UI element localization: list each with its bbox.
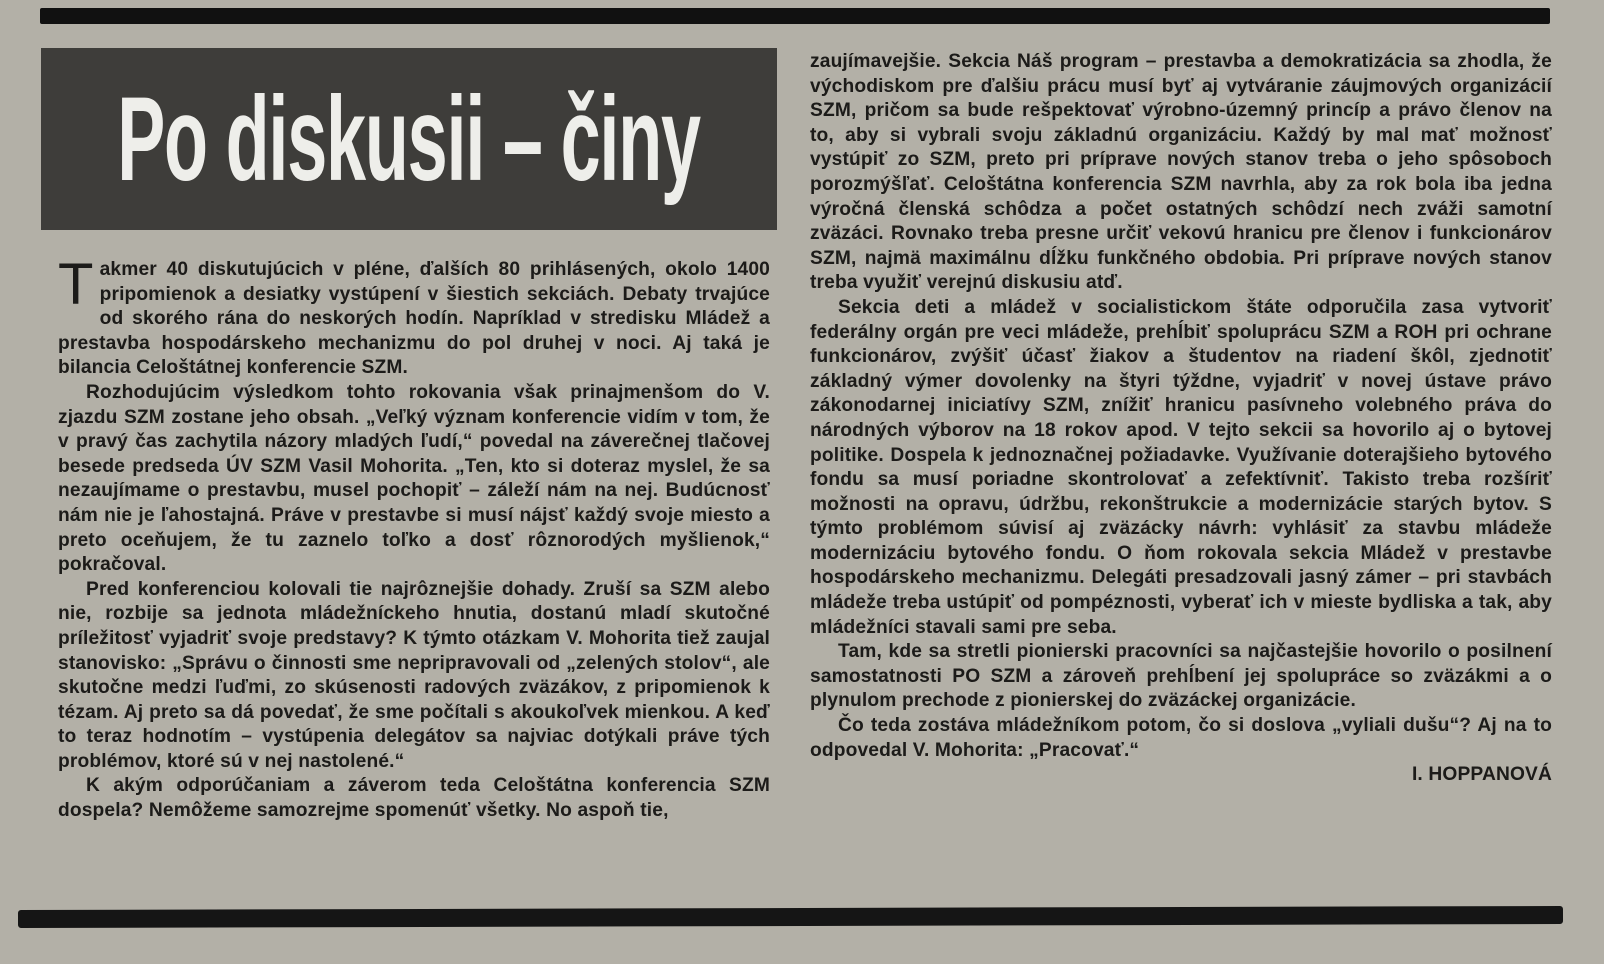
headline: Po diskusii – činy <box>117 72 701 206</box>
byline: I. HOPPANOVÁ <box>1411 764 1552 786</box>
paragraph: Pred konferenciou kolovali tie najrôznejšie dohady. Zruší sa SZM alebo nie, rozbije sa jednota mládežníckeho hnutia, dostanú mladí skutočné príležitosť vyjadriť svoje predstavy? K týmto otázkam V. Mohorita tiež zaujal stanovisko: „Správu o činnosti sme nepripravovali od „zelených stolov“, ale skutočne medzi ľuďmi, zo skúsenosti radových zväzákov, z pripomienok k tézam. Aj preto sa dá povedať, že sme počítali s akoukoľvek mienkou. A keď to teraz hodnotím – vystúpenia delegátov sa najviac dotýkali práve tých problémov, ktoré sú v nej nastolené.“ <box>58 578 770 772</box>
paragraph: Tam, kde sa stretli pionierski pracovníci sa najčastejšie hovorilo o posilnení samostatnosti PO SZM a zároveň prehĺbení jej spolupráce so zväzákmi a o plynulom prechode z pionierskej do zväzáckej organizácie. <box>810 641 1552 712</box>
headline-box <box>41 48 777 230</box>
right-column <box>810 50 1552 788</box>
paragraph: Sekcia deti a mládež v socialistickom štáte odporučila zasa vytvoriť federálny orgán pre veci mládeže, prehĺbiť spoluprácu SZM a ROH pri ochrane funkcionárov, zvýšiť účasť žiakov a študentov na riadení škôl, zjednotiť základný výmer dovolenky na štyri týždne, vyjadriť v novej ústave právo zákonodarnej iniciatívy SZM, znížiť hranicu pasívneho volebného práva do národných výborov na 18 rokov apod. V tejto sekcii sa hovorilo aj o bytovej politike. Dospela k jednoznačnej požiadavke. Využívanie doterajšieho bytového fondu sa musí poriadne skontrolovať a zefektívniť. Takisto treba rozšíriť možnosti na opravu, údržbu, rekonštrukcie a modernizácie starých bytov. S týmto problémom súvisí aj zväzácky návrh: vyhlásiť za stavbu mládeže modernizáciu bytového fondu. O ňom rokovala sekcia Mládež v prestavbe hospodárskeho mechanizmu. Delegáti presadzovali jasný zámer – pri stavbách mládeže treba ustúpiť od pompéznosti, vyberať ich v mieste bydliska a tak, aby mládežníci stavali sami pre seba. <box>810 296 1552 638</box>
paragraph: zaujímavejšie. Sekcia Náš program – prestavba a demokratizácia sa zhodla, že východiskom pre ďalšiu prácu musí byť aj vytváranie záujmových organizácií SZM, pričom sa bude rešpektovať výrobno-územný princíp a právo členov na to, aby si vybrali svoju základnú organizáciu. Každý by mal mať možnosť vystúpiť zo SZM, preto pri príprave nových stanov treba o jeho spôsoboch porozmýšľať. Celoštátna konferencia SZM navrhla, aby za rok bola iba jedna výročná členská schôdza a počet ostatných schôdzí nech zváži samotní zväzáci. Rovnako treba presne určiť vekovú hranicu pre členov i funkcionárov SZM, najmä maximálnu dĺžku funkčného obdobia. Pri príprave nových stanov treba využiť verejnú diskusiu atď. <box>810 51 1552 294</box>
byline-row <box>810 763 1552 788</box>
paragraph: K akým odporúčaniam a záverom teda Celoštátna konferencia SZM dospela? Nemôžeme samozrejme spomenúť všetky. No aspoň tie, <box>58 775 770 822</box>
bottom-rule <box>18 906 1563 928</box>
paragraph: Čo teda zostáva mládežníkom potom, čo si doslova „vyliali dušu“? Aj na to odpovedal V. Mohorita: „Pracovať.“ <box>810 715 1552 761</box>
left-column <box>58 252 770 824</box>
paragraph: Rozhodujúcim výsledkom tohto rokovania však prinajmenšom do V. zjazdu SZM zostane jeho obsah. „Veľký význam konferencie vidím v tom, že v pravý čas zachytila názory mladých ľudí,“ povedal na záverečnej tlačovej besede predseda ÚV SZM Vasil Mohorita. „Ten, kto si doteraz myslel, že sa nezaujímame o prestavbu, musel pochopiť – záleží nám na nej. Budúcnosť nám nie je ľahostajná. Práve v prestavbe si musí nájsť každý svoje miesto a preto oceňujem, že tu zaznelo toľko a dosť rôznorodých myšlienok,“ pokračoval. <box>58 381 770 576</box>
top-rule <box>40 8 1550 24</box>
drop-cap: T <box>58 252 94 317</box>
paragraph: Takmer 40 diskutujúcich v pléne, ďalších 80 prihlásených, okolo 1400 pripomienok a desiatky vystúpení v šiestich sekciách. Debaty trvajúce od skorého rána do neskorých hodín. Napríklad v stredisku Mládež a prestavba hospodárskeho mechanizmu do pol druhej v noci. Aj taká je bilancia Celoštátnej konferencie SZM. <box>58 252 770 379</box>
